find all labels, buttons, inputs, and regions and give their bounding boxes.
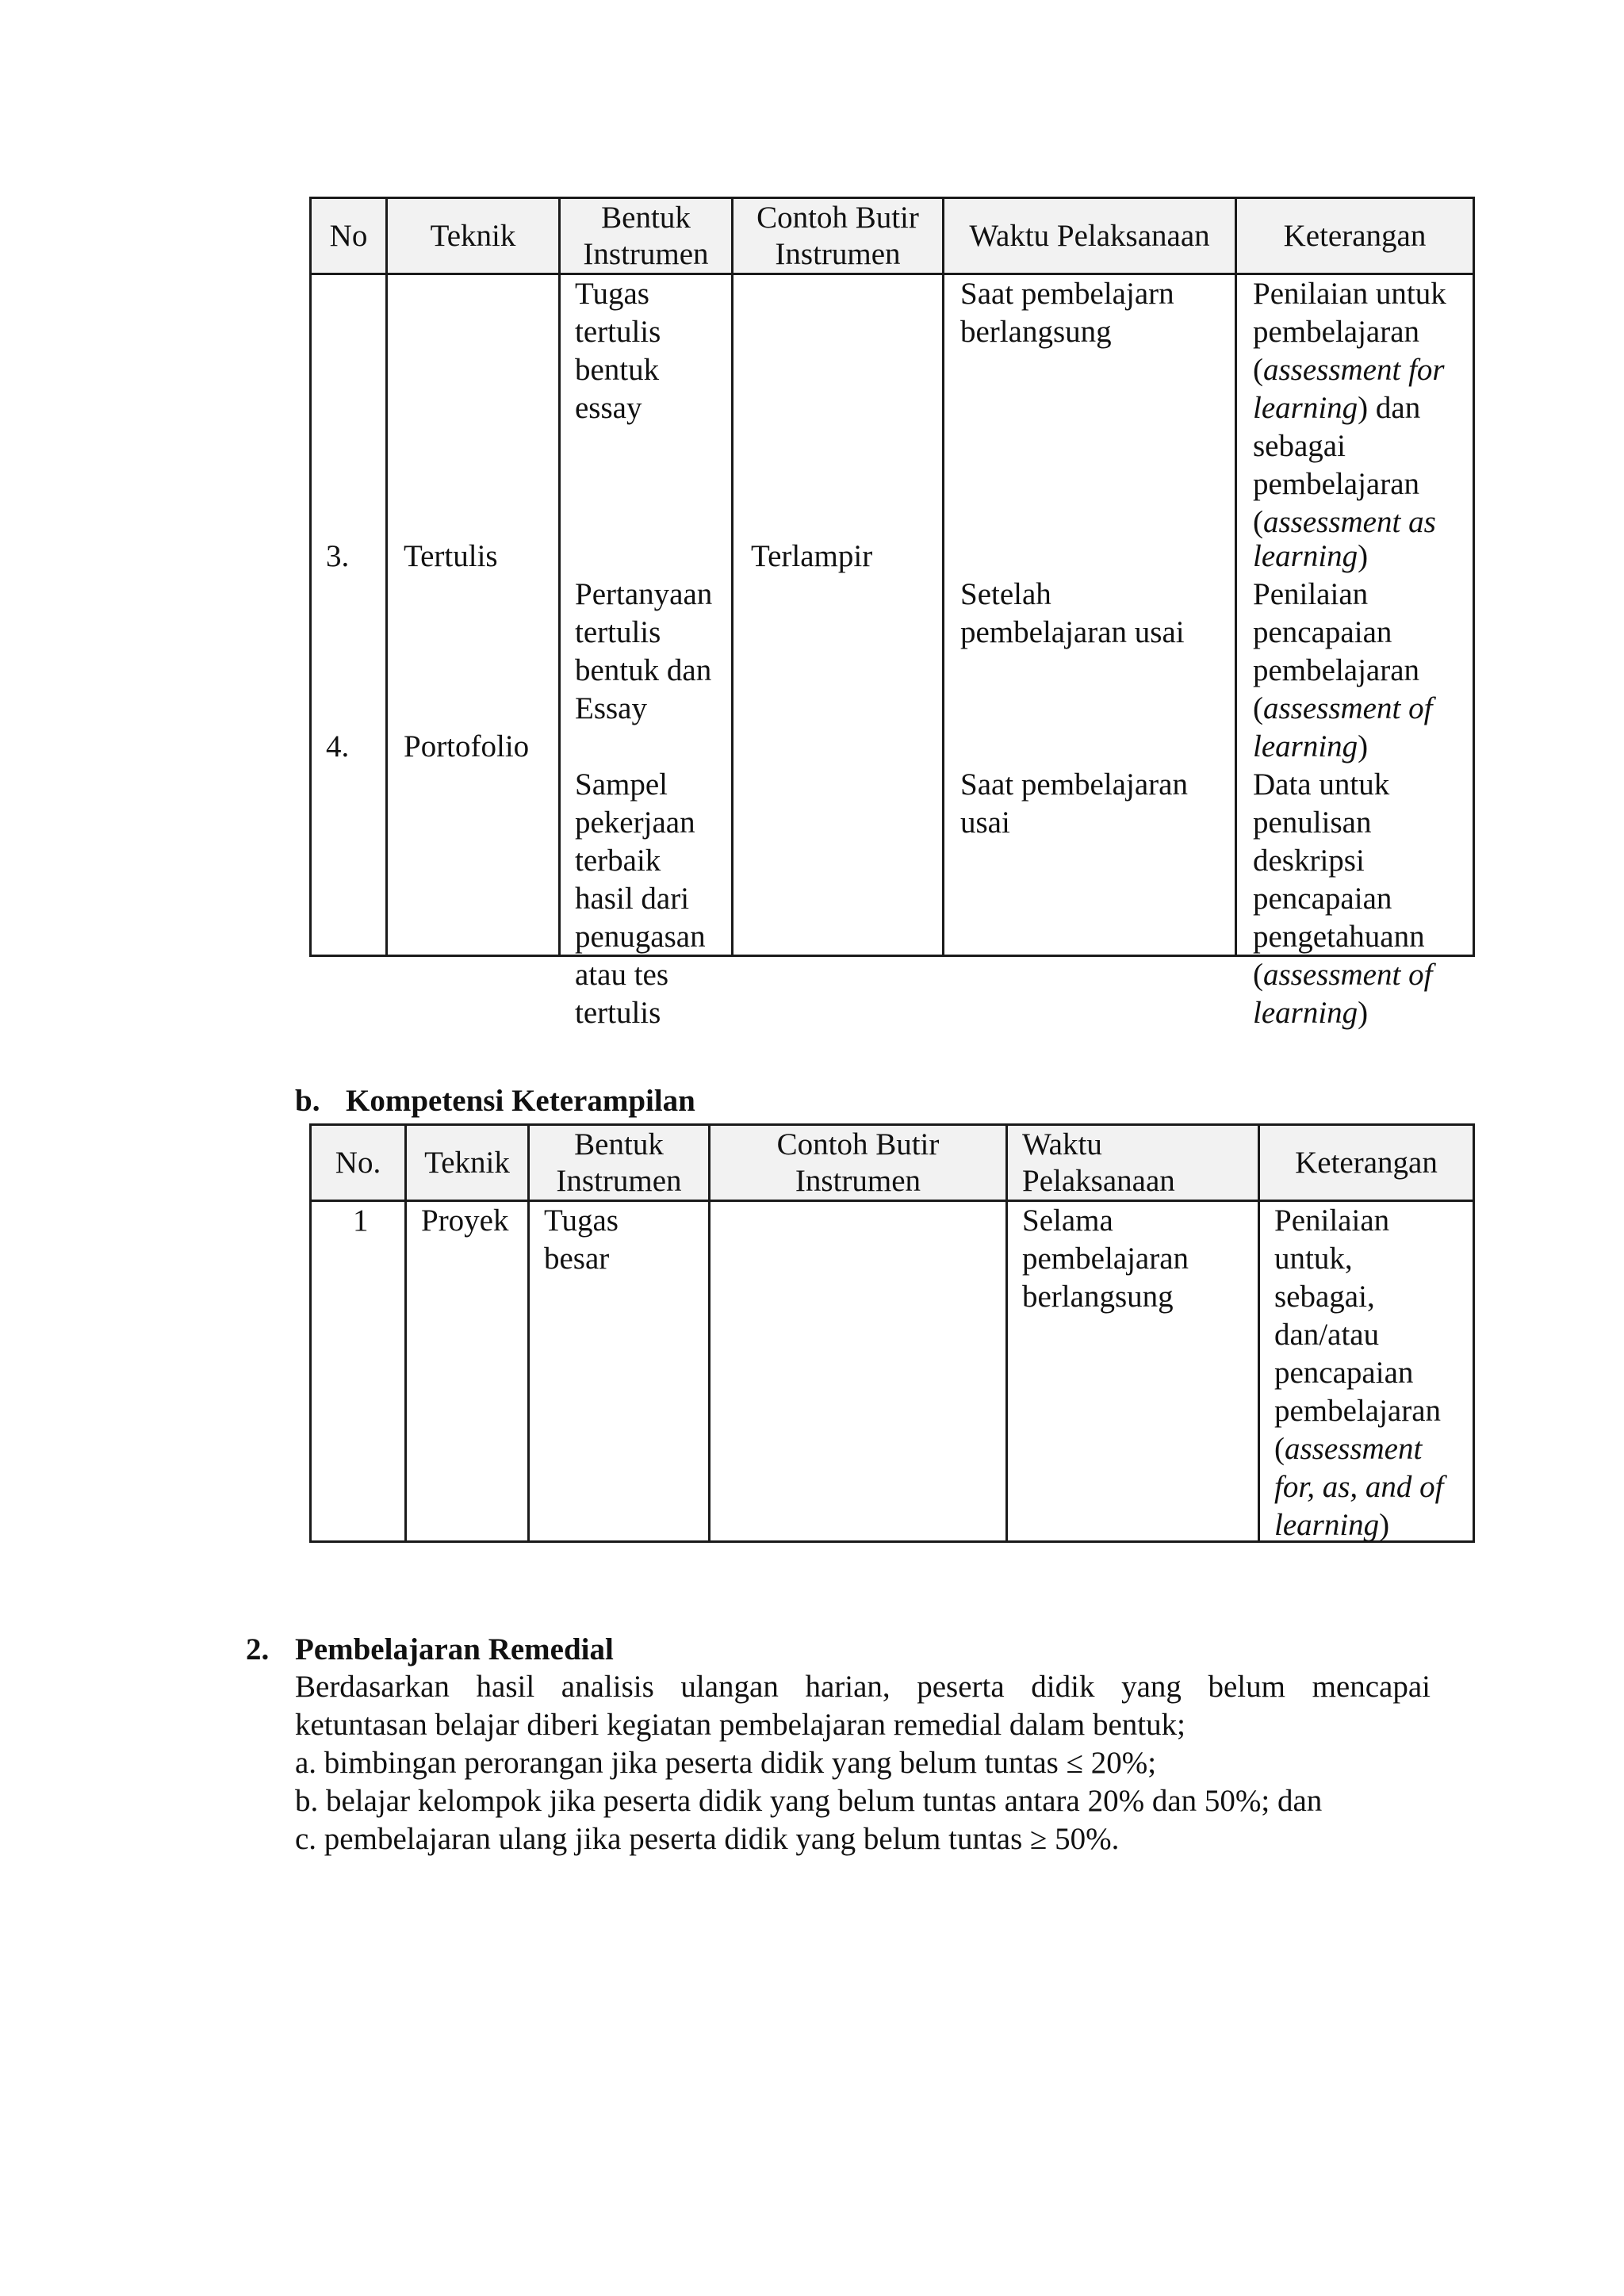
text-line — [1253, 994, 1368, 1032]
text-line: pencapaian — [1253, 882, 1392, 916]
cell-teknik — [406, 1201, 529, 1542]
text-fragment: ) — [1358, 996, 1369, 1030]
text-line: sebagai — [1253, 429, 1346, 463]
cell-contoh — [733, 274, 944, 956]
text-line — [1253, 503, 1436, 541]
paren: ( — [1274, 1432, 1285, 1466]
text-line: pembelajaran usai — [960, 615, 1185, 649]
header-waktu: Waktu Pelaksanaan — [1007, 1125, 1259, 1201]
section-b-heading — [295, 1083, 695, 1119]
header-contoh-butir: Contoh Butir Instrumen — [710, 1125, 1007, 1201]
paragraph-line: Berdasarkan hasil analisis ulangan harian, peserta didik yang belum mencapai — [295, 1670, 1431, 1704]
cell-no — [311, 274, 387, 956]
list-item-b: b. belajar kelompok jika peserta didik yang belum tuntas antara 20% dan 50%; dan — [295, 1784, 1323, 1818]
row-number: 4. — [326, 729, 350, 763]
text-line: Penilaian — [1253, 577, 1369, 611]
text-line: pembelajaran — [1022, 1242, 1189, 1276]
table-header-row — [311, 198, 1474, 274]
text-line: Tugas — [575, 277, 649, 311]
text-line: Pertanyaan — [575, 577, 713, 611]
contoh-label: Terlampir — [751, 539, 873, 573]
text-line — [1253, 728, 1368, 766]
cell-keterangan — [1259, 1201, 1474, 1542]
paren: ( — [1253, 505, 1263, 539]
header-teknik: Teknik — [387, 198, 560, 274]
header-bentuk-instrumen: Bentuk Instrumen — [560, 198, 733, 274]
cell-waktu — [944, 274, 1236, 956]
text-line: terbaik — [575, 844, 661, 878]
table-row — [311, 1201, 1474, 1542]
text-line: besar — [544, 1242, 610, 1276]
header-teknik: Teknik — [406, 1125, 529, 1201]
paragraph-line: ketuntasan belajar diberi kegiatan pembelajaran remedial dalam bentuk; — [295, 1708, 1185, 1742]
text-line: pencapaian — [1274, 1356, 1414, 1390]
text-line: pencapaian — [1253, 615, 1392, 649]
text-line: deskripsi — [1253, 844, 1365, 878]
paren: ( — [1253, 958, 1263, 992]
list-item-a: a. bimbingan perorangan jika peserta didik yang belum tuntas ≤ 20%; — [295, 1746, 1157, 1780]
row-number: 1 — [353, 1203, 369, 1238]
section-2-heading — [246, 1632, 614, 1667]
assessment-table-knowledge — [309, 197, 1475, 1030]
cell-keterangan — [1236, 274, 1474, 1030]
text-line: Selama — [1022, 1203, 1113, 1238]
italic-term: assessment of — [1263, 958, 1433, 992]
cell-teknik — [387, 274, 560, 956]
text-line: dan/atau — [1274, 1318, 1380, 1352]
italic-term: assessment of — [1263, 691, 1433, 725]
text-fragment: ) — [1358, 729, 1369, 763]
text-line: Data untuk — [1253, 767, 1390, 802]
italic-term: learning — [1253, 996, 1358, 1030]
text-line — [1253, 351, 1445, 389]
cell-contoh — [710, 1201, 1007, 1542]
header-bentuk-instrumen: Bentuk Instrumen — [529, 1125, 710, 1201]
text-line: tertulis — [575, 996, 661, 1030]
text-line: pembelajaran — [1253, 653, 1420, 687]
text-line — [1253, 538, 1368, 576]
italic-term: assessment for — [1263, 353, 1445, 387]
table-row — [311, 274, 1474, 956]
section-2-number: 2. — [246, 1632, 270, 1667]
text-line: berlangsung — [1022, 1280, 1174, 1314]
italic-term: for, as, and of — [1274, 1470, 1444, 1504]
text-line: sebagai, — [1274, 1280, 1375, 1314]
text-line — [1274, 1430, 1422, 1468]
text-fragment: ) — [1379, 1508, 1390, 1542]
cell-bentuk — [560, 274, 733, 1030]
header-keterangan: Keterangan — [1259, 1125, 1474, 1201]
text-line: usai — [960, 806, 1010, 840]
text-line: Sampel — [575, 767, 668, 802]
text-line: Saat pembelajaran — [960, 767, 1188, 802]
text-line: pekerjaan — [575, 806, 695, 840]
teknik-label: Tertulis — [404, 539, 498, 573]
paren: ( — [1253, 691, 1263, 725]
assessment-table-skills — [309, 1123, 1475, 1543]
text-line: essay — [575, 391, 642, 425]
italic-term: assessment — [1285, 1432, 1423, 1466]
text-line: atau tes — [575, 958, 669, 992]
text-line: tertulis — [575, 615, 661, 649]
text-line: pengetahuann — [1253, 920, 1425, 954]
cell-no — [311, 1201, 406, 1542]
text-line — [1253, 389, 1420, 427]
text-line — [1253, 690, 1432, 728]
text-line: pembelajaran — [1253, 315, 1420, 349]
italic-term: learning — [1253, 391, 1358, 425]
text-line: tertulis — [575, 315, 661, 349]
header-no: No — [311, 198, 387, 274]
text-line: Penilaian — [1274, 1203, 1390, 1238]
text-line: Saat pembelajarn — [960, 277, 1174, 311]
header-waktu: Waktu Pelaksanaan — [944, 198, 1236, 274]
text-line: Setelah — [960, 577, 1051, 611]
italic-term: learning — [1253, 539, 1358, 573]
text-line: bentuk — [575, 353, 660, 387]
text-line: Tugas — [544, 1203, 619, 1238]
text-line: pembelajaran — [1274, 1394, 1442, 1428]
text-line — [1274, 1506, 1389, 1544]
text-line: Penilaian untuk — [1253, 277, 1446, 311]
section-2-title: Pembelajaran Remedial — [295, 1632, 614, 1667]
text-line: bentuk dan — [575, 653, 712, 687]
section-b-label: b. — [295, 1084, 320, 1118]
text-line — [1274, 1468, 1443, 1506]
section-b-title: Kompetensi Keterampilan — [346, 1084, 695, 1118]
text-line: penugasan — [575, 920, 706, 954]
italic-term: learning — [1253, 729, 1358, 763]
italic-term: learning — [1274, 1508, 1380, 1542]
text-line: Essay — [575, 691, 647, 725]
italic-term: assessment as — [1263, 505, 1436, 539]
header-contoh-butir: Contoh Butir Instrumen — [733, 198, 944, 274]
text-line — [1253, 956, 1432, 994]
teknik-label: Proyek — [421, 1203, 509, 1238]
paren: ( — [1253, 353, 1263, 387]
text-fragment: ) — [1358, 539, 1369, 573]
teknik-label: Portofolio — [404, 729, 530, 763]
cell-waktu — [1007, 1201, 1259, 1542]
header-keterangan: Keterangan — [1236, 198, 1474, 274]
text-fragment: ) dan — [1358, 391, 1421, 425]
row-number: 3. — [326, 539, 350, 573]
text-line: untuk, — [1274, 1242, 1353, 1276]
table-header-row — [311, 1125, 1474, 1201]
cell-bentuk — [529, 1201, 710, 1542]
text-line: pembelajaran — [1253, 467, 1420, 501]
text-line: berlangsung — [960, 315, 1112, 349]
header-no: No. — [311, 1125, 406, 1201]
text-line: penulisan — [1253, 806, 1372, 840]
list-item-c: c. pembelajaran ulang jika peserta didik yang belum tuntas ≥ 50%. — [295, 1822, 1120, 1856]
text-line: hasil dari — [575, 882, 690, 916]
